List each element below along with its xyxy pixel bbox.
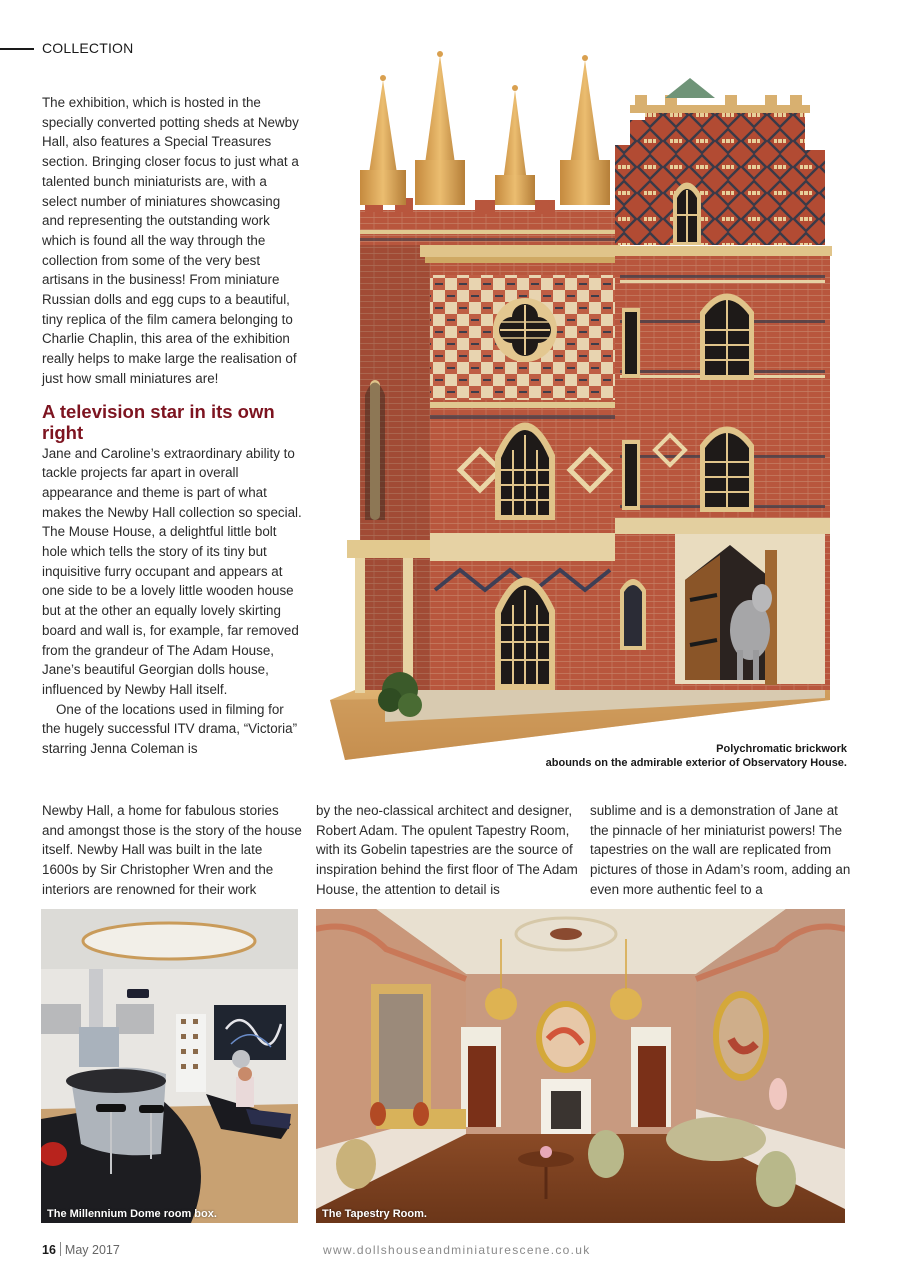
paragraph-3-start: One of the locations used in filming for the hugely successful ITV drama, “Victoria” starring Jenna Coleman is — [42, 701, 298, 757]
tapestry-room-caption: The Tapestry Room. — [322, 1208, 427, 1220]
paragraph-3-cont-2: by the neo-classical architect and designer, Robert Adam. The opulent Tapestry Room, with its Gobelin tapestries are the source of inspiration behind the first floor of The Adam House, the attention to detail is — [316, 803, 578, 897]
observatory-house-caption — [546, 742, 847, 770]
page-number: 16 — [42, 1243, 56, 1257]
caption-line-2: abounds on the admirable exterior of Observatory House. — [545, 757, 847, 769]
paragraph-3-cont-3: sublime and is a demonstration of Jane at the pinnacle of her miniaturist powers! The tapestries on the wall are replicated from pictures of those in Adam’s room, adding an even more authentic feel to a — [590, 803, 851, 897]
intro-paragraph: The exhibition, which is hosted in the specially converted potting sheds at Newby Hall, also features a Special Treasures section. Bringing closer focus to just what a talented bunch miniaturists are, with a select number of miniatures showcasing and representing the outstanding work which is found all the way through the collection from some of the very best artisans in the business! From miniature Russian dolls and egg cups to a beautiful, tiny replica of the film camera belonging to Charlie Chaplin, this area of the exhibition really helps to make large the realisation of just how small miniatures are! — [42, 95, 299, 386]
article-column-right — [590, 801, 852, 900]
caption-line-1: Polychromatic brickwork — [716, 743, 847, 755]
website-url: www.dollshouseandminiaturescene.co.uk — [323, 1243, 591, 1257]
page-footer — [42, 1242, 120, 1257]
tapestry-room-photo — [316, 909, 845, 1223]
article-column-middle — [316, 801, 578, 900]
millennium-dome-photo — [41, 909, 298, 1223]
subheading: A television star in its own right — [42, 400, 275, 443]
issue-date: May 2017 — [64, 1243, 120, 1257]
section-label: COLLECTION — [42, 40, 134, 56]
article-column-left-continued — [42, 801, 302, 900]
article-column-left — [42, 93, 302, 759]
millennium-dome-caption: The Millennium Dome room box. — [47, 1208, 217, 1220]
paragraph-2: Jane and Caroline’s extraordinary ability to tackle projects far apart in overall appearance and theme is part of what makes the Newby Hall collection so special. The Mouse House, a delightful little bolt hole which tells the story of its tiny but inquisitive furry occupant and appears at one side to be a lovely little wooden house but at the other an equally lovely skirting board and wall is, for example, far removed from the grandeur of The Adam House, Jane’s beautiful Georgian dolls house, influenced by Newby Hall itself. — [42, 445, 302, 697]
footer-divider — [60, 1242, 61, 1256]
paragraph-3-cont: Newby Hall, a home for fabulous stories and amongst those is the story of the house itself. Newby Hall was built in the late 1600s by Sir Christopher Wren and the interiors are renowned for their work — [42, 803, 302, 897]
observatory-house-photo — [325, 50, 860, 765]
section-rule — [0, 48, 34, 50]
